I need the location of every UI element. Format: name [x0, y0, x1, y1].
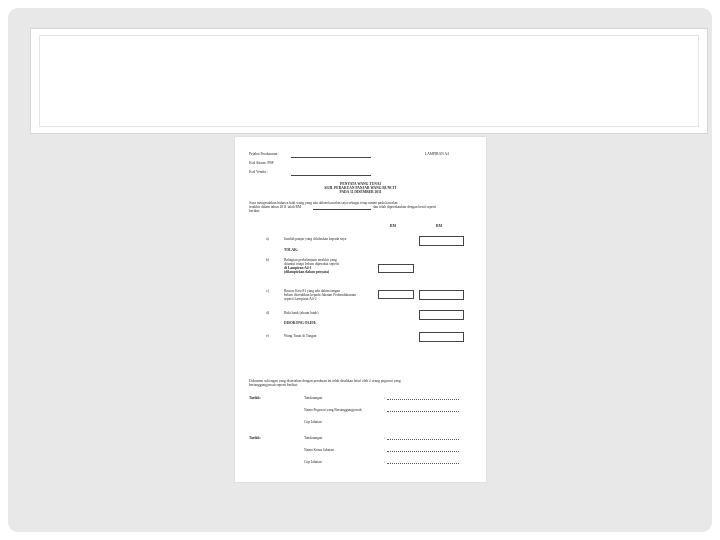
item-text: seperti Lampiran A4-2 [284, 297, 317, 301]
item-text: dituntut tetapi belum diperakui seperti [284, 262, 339, 266]
intro-text: dan telah diperakaukan dengan betul seperti [373, 205, 437, 209]
item-label: e) [266, 334, 269, 338]
amount-box [378, 290, 414, 299]
signature-row-label: Tandatangan [304, 436, 323, 440]
header-label-accounting-office: Pejabat Perakaunan : [249, 152, 280, 156]
footer-text: Dokumen sokongan yang disertakan dengan perakuan ini telah disahkan betul oleh 2 orang pegawai yang [249, 379, 401, 383]
signature-row-label: Cop Jabatan [304, 420, 322, 424]
amount-underline [313, 209, 371, 210]
footer-text: bertanggungjawab seperti berikut: [249, 383, 299, 387]
item-text: Baucar Kew.81 yang ada dalam tangan [284, 289, 341, 293]
item-label: d) [266, 311, 269, 315]
doc-heading-line-1: PENYATA WANG TUNAI [340, 182, 381, 186]
colon: : [384, 408, 385, 412]
signature-row-label: Nama Ketua Jabatan [304, 448, 334, 452]
date-label: Tarikh: [249, 436, 261, 440]
intro-text: berikut: [249, 209, 261, 213]
colon: : [384, 396, 385, 400]
header-label-account-code: Kod Akaun: PBF [249, 161, 274, 165]
date-label: Tarikh: [249, 396, 261, 400]
amount-box [378, 264, 414, 273]
signature-line [387, 463, 459, 464]
item-label: b) [266, 258, 269, 262]
signature-line [387, 399, 459, 400]
signature-line [387, 439, 459, 440]
form-code: LAMPIRAN A4 [425, 152, 449, 156]
column-heading-rm: RM [390, 224, 396, 228]
signature-row-label: Nama Pegawai yang Bertanggungjawab [304, 408, 362, 412]
item-text: Baki bank (akaun bank) [284, 311, 319, 315]
section-heading: DISOKONG OLEH: [284, 321, 317, 325]
signature-line [387, 451, 459, 452]
slide-title-frame [39, 35, 699, 127]
item-text: Wang Tunai di Tangan [284, 334, 317, 338]
item-label: c) [266, 289, 269, 293]
signature-row-label: Tandatangan [304, 396, 323, 400]
amount-box [419, 290, 464, 300]
amount-box [419, 236, 464, 246]
item-text: belum diserahkan kepada Jabatan Perbendaharaan [284, 293, 357, 297]
colon: : [384, 436, 385, 440]
amount-box [419, 310, 464, 320]
amount-box [419, 332, 464, 342]
header-label-vendor-code: Kod Vendor : [249, 170, 269, 174]
signature-row-label: Cop Jabatan [304, 460, 322, 464]
doc-heading-line-3: PADA 31 DISEMBER 2011 [339, 190, 382, 194]
header-underline [291, 175, 371, 176]
item-text: Jumlah panjar yang diluluskan kepada saya [284, 237, 347, 241]
doc-heading-line-2: SIJIL PERAKUAN PANJAR WANG RUNCIT [324, 186, 397, 190]
item-text: (dilampirkan dalam penyata) [284, 270, 330, 274]
colon: : [384, 460, 385, 464]
section-heading: TOLAK: [284, 248, 299, 252]
signature-line [387, 411, 459, 412]
column-heading-rm: RM [436, 224, 442, 228]
slide-title-placeholder [30, 28, 708, 134]
document-image [235, 137, 486, 482]
colon: : [384, 448, 385, 452]
header-underline [291, 157, 371, 158]
intro-text: Saya mengesahkan bahawa baki wang yang ada dalam kawalan saya sebagai tetap taman pada kawalan [249, 201, 398, 205]
item-text: Bahagian perbelanjaan terakhir yang [284, 258, 337, 262]
intro-text: terakhir dalam tahun 2011 ialah RM [249, 205, 302, 209]
item-label: a) [266, 237, 269, 241]
item-text: di Lampiran A4-1 [284, 266, 312, 270]
